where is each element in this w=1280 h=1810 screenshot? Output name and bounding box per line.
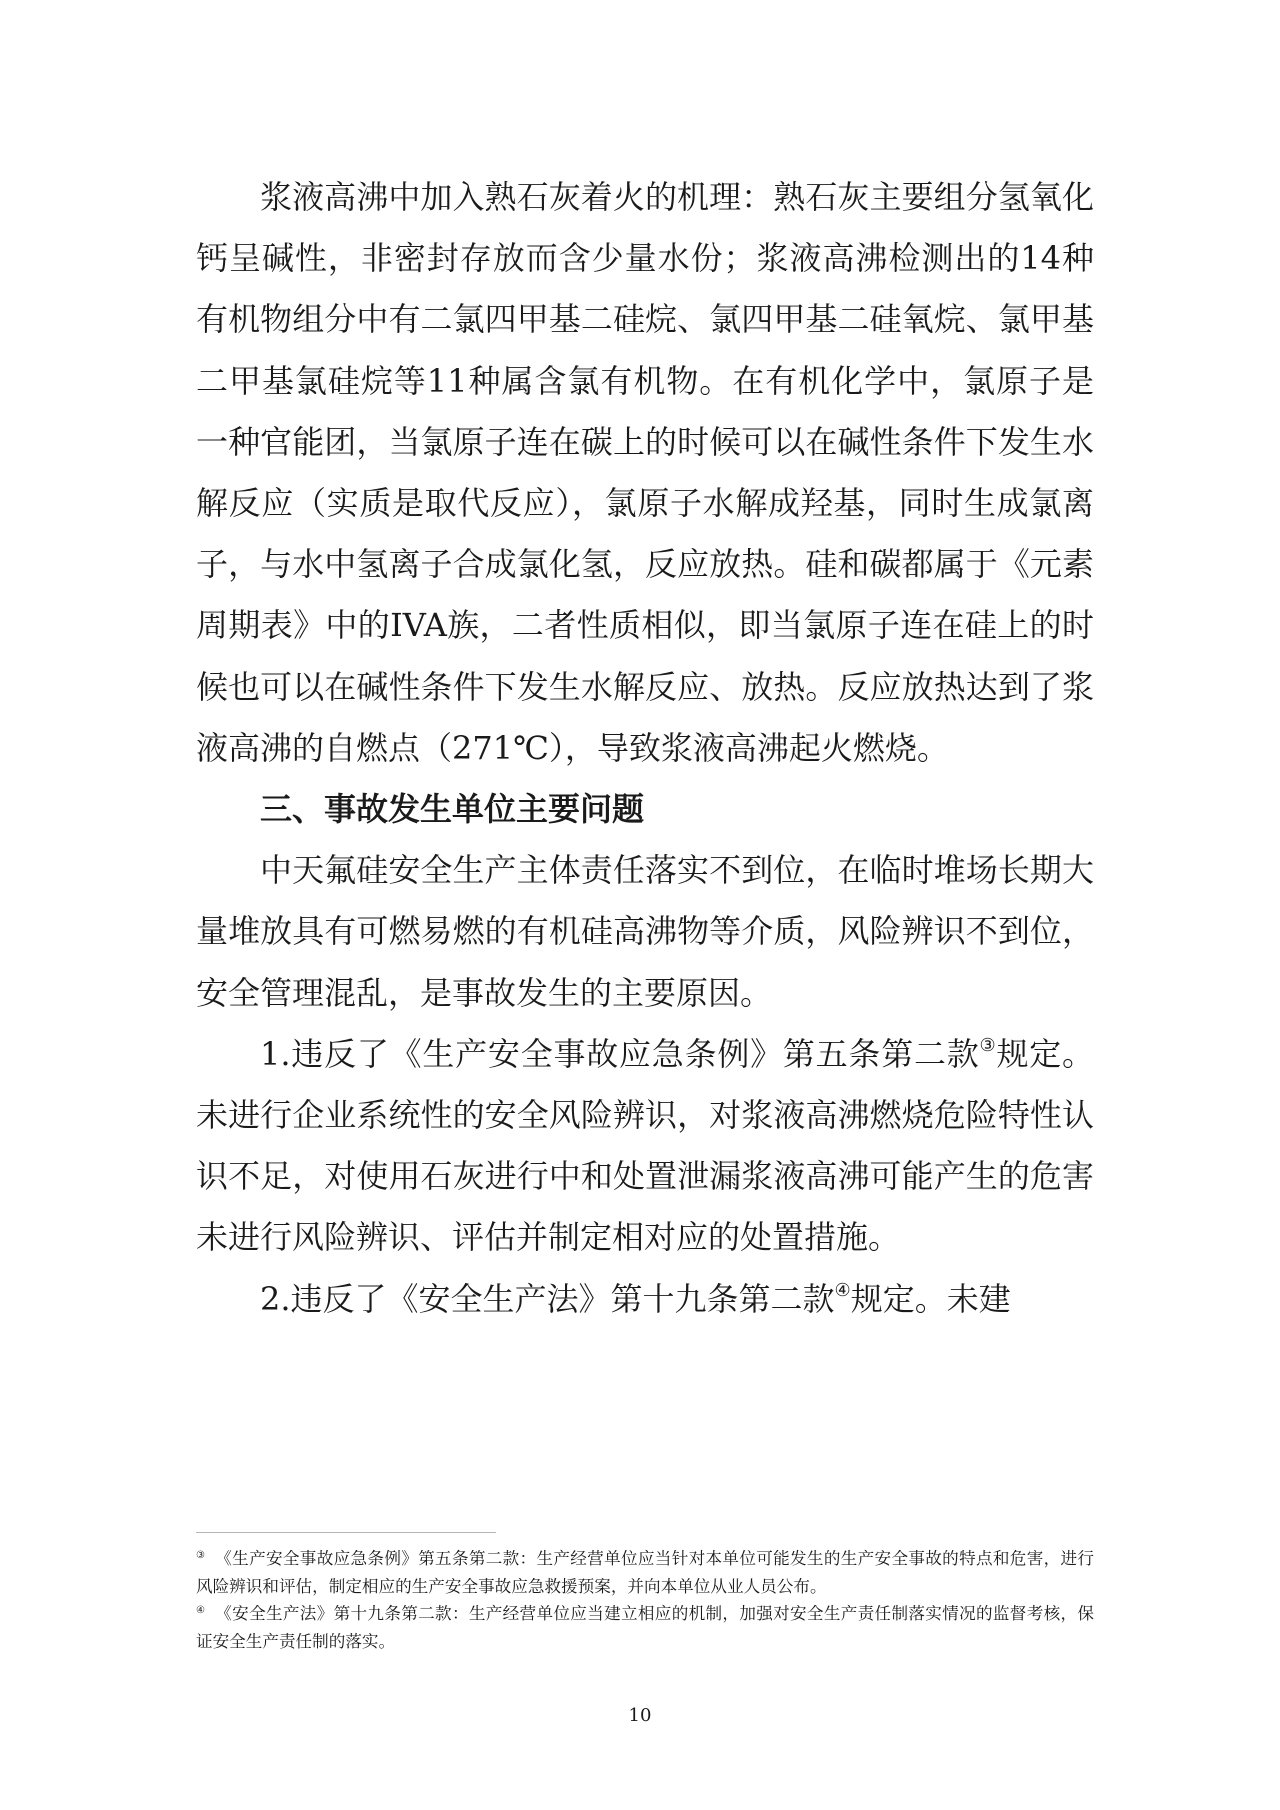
section-heading: 三、事故发生单位主要问题: [260, 790, 645, 829]
footnote-3-text: 《生产安全事故应急条例》第五条第二款：生产经营单位应当针对本单位可能发生的生产安全事故的特点和危害，进行风险辨识和评估，制定相应的生产安全事故应急救援预案，并向本单位从业人员公布。: [196, 1549, 1094, 1596]
violation-item-1: [196, 1024, 1094, 1269]
footnote-3-mark: ③: [196, 1550, 206, 1561]
mechanism-paragraph: 浆液高沸中加入熟石灰着火的机理：熟石灰主要组分氢氧化钙呈碱性，非密封存放而含少量水份；浆液高沸检测出的14种有机物组分中有二氯四甲基二硅烷、氯四甲基二硅氧烷、氯甲基二甲基氯硅烷等11种属含氯有机物。在有机化学中，氯原子是一种官能团，当氯原子连在碳上的时候可以在碱性条件下发生水解反应（实质是取代反应），氯原子水解成羟基，同时生成氯离子，与水中氢离子合成氯化氢，反应放热。硅和碳都属于《元素周期表》中的IVA族，二者性质相似，即当氯原子连在硅上的时候也可以在碱性条件下发生水解反应、放热。反应放热达到了浆液高沸的自燃点（271℃），导致浆液高沸起火燃烧。: [196, 178, 1094, 767]
footnote-3: [196, 1545, 1094, 1600]
violation-item-1-lead: 1.违反了《生产安全事故应急条例》第五条第二款: [260, 1034, 980, 1073]
violation-item-2-lead: 2.违反了《安全生产法》第十九条第二款: [260, 1279, 835, 1318]
section-intro-paragraph: 中天氟硅安全生产主体责任落实不到位，在临时堆场长期大量堆放具有可燃易燃的有机硅高沸物等介质，风险辨识不到位，安全管理混乱，是事故发生的主要原因。: [196, 851, 1094, 1012]
violation-item-2-text: 规定。未建: [850, 1279, 1011, 1318]
footnotes: [196, 1545, 1094, 1655]
footnote-4: [196, 1600, 1094, 1655]
violation-item-1-text: 规定。未进行企业系统性的安全风险辨识，对浆液高沸燃烧危险特性认识不足，对使用石灰进行中和处置泄漏浆液高沸可能产生的危害未进行风险辨识、评估并制定相对应的处置措施。: [196, 1034, 1094, 1257]
body-text: [196, 167, 1094, 1330]
footnote-ref-4[interactable]: ④: [834, 1279, 851, 1301]
page-number: 10: [628, 1705, 652, 1726]
violation-item-2: [196, 1269, 1094, 1330]
footnote-4-text: 《安全生产法》第十九条第二款：生产经营单位应当建立相应的机制，加强对安全生产责任制落实情况的监督考核，保证安全生产责任制的落实。: [196, 1604, 1094, 1651]
footnote-4-mark: ④: [196, 1605, 206, 1616]
footnote-ref-3[interactable]: ③: [979, 1034, 997, 1056]
footnote-divider: [196, 1532, 496, 1533]
